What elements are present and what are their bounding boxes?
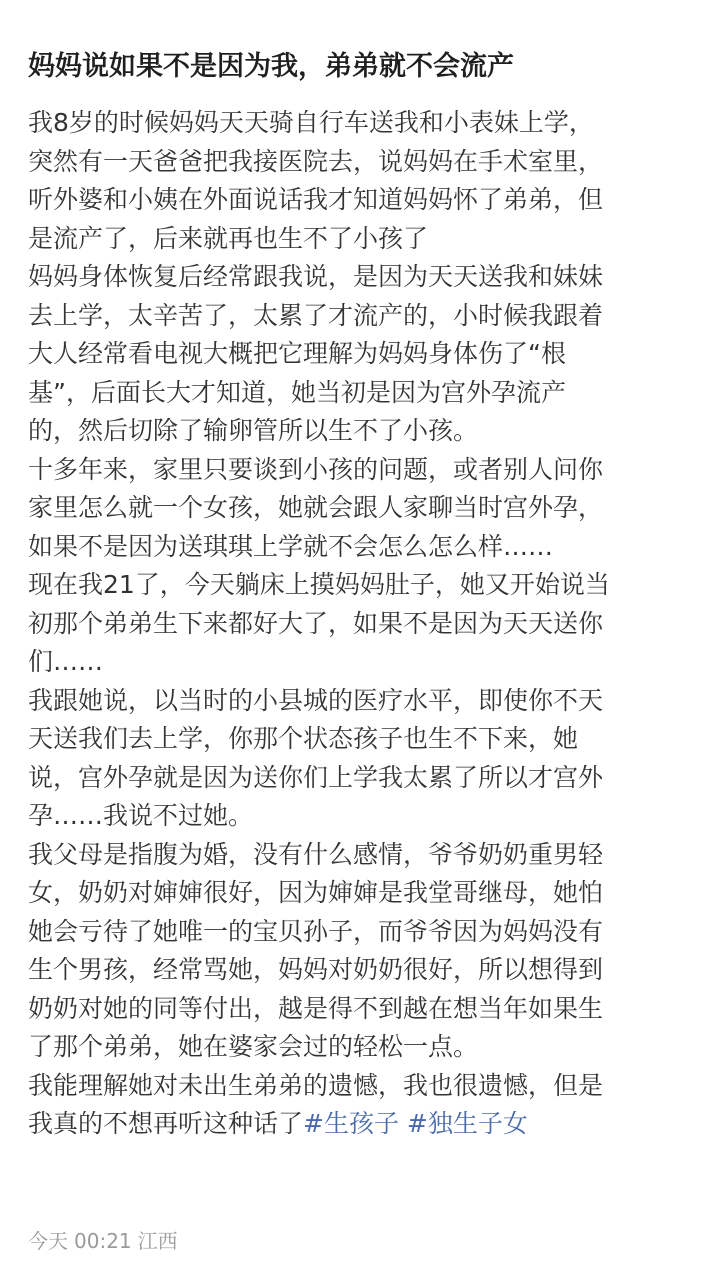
post-line: 突然有一天爸爸把我接医院去，说妈妈在手术室里，	[28, 146, 604, 176]
post-line: 是流产了，后来就再也生不了小孩了	[28, 223, 429, 253]
post-line: 基”，后面长大才知道，她当初是因为宫外孕流产	[28, 377, 566, 407]
post-line: 奶奶对她的同等付出，越是得不到越在想当年如果生	[28, 993, 604, 1023]
post-time: 00:21	[74, 1229, 132, 1253]
post-line: 我8岁的时候妈妈天天骑自行车送我和小表妹上学，	[28, 108, 594, 137]
post-line: 妈妈身体恢复后经常跟我说，是因为天天送我和妹妹	[28, 262, 604, 291]
post-line: 现在我21了，今天躺床上摸妈妈肚子，她又开始说当	[28, 570, 610, 599]
post-line: 我父母是指腹为婚，没有什么感情，爷爷奶奶重男轻	[28, 839, 604, 869]
post-location: 江西	[137, 1229, 178, 1253]
post-line: 十多年来，家里只要谈到小孩的问题，或者别人问你	[28, 454, 604, 484]
hashtag-link[interactable]: #生孩子	[303, 1109, 399, 1138]
post-line: 大人经常看电视大概把它理解为妈妈身体伤了“根	[28, 339, 566, 368]
post-line: 说，宫外孕就是因为送你们上学我太累了所以才宫外	[28, 762, 604, 792]
post-meta	[28, 1226, 184, 1256]
post-line: 女，奶奶对婶婶很好，因为婶婶是我堂哥继母，她怕	[28, 878, 604, 907]
post-line: 听外婆和小姨在外面说话我才知道妈妈怀了弟弟，但	[28, 185, 604, 214]
post-line: 了那个弟弟，她在婆家会过的轻松一点。	[28, 1032, 479, 1061]
post-line: 她会亏待了她唯一的宝贝孙子，而爷爷因为妈妈没有	[28, 916, 604, 946]
post-line: 的，然后切除了输卵管所以生不了小孩。	[28, 416, 479, 445]
post-body	[28, 104, 673, 1144]
post-line: 去上学，太辛苦了，太累了才流产的，小时候我跟着	[28, 300, 604, 330]
post-line: 生个男孩，经常骂她，妈妈对奶奶很好，所以想得到	[28, 955, 604, 984]
post-line: 我跟她说，以当时的小县城的医疗水平，即使你不天	[28, 685, 604, 715]
post-line-text: 我真的不想再听这种话了	[28, 1109, 304, 1138]
post-date: 今天	[28, 1229, 68, 1253]
post-line: 孕……我说不过她。	[28, 801, 254, 830]
post-line: 初那个弟弟生下来都好大了，如果不是因为天天送你	[28, 608, 604, 638]
post-last-line	[28, 1105, 673, 1144]
post-line: 我能理解她对未出生弟弟的遗憾，我也很遗憾，但是	[28, 1070, 604, 1100]
post-line: 如果不是因为送琪琪上学就不会怎么怎么样……	[28, 531, 554, 561]
post-title: 妈妈说如果不是因为我，弟弟就不会流产	[28, 51, 514, 82]
hashtag-link[interactable]: #独生子女	[406, 1109, 528, 1138]
post-line: 家里怎么就一个女孩，她就会跟人家聊当时宫外孕，	[28, 493, 604, 522]
post-line: 天送我们去上学，你那个状态孩子也生不下来，她	[28, 724, 579, 753]
post-line: 们……	[28, 647, 104, 676]
